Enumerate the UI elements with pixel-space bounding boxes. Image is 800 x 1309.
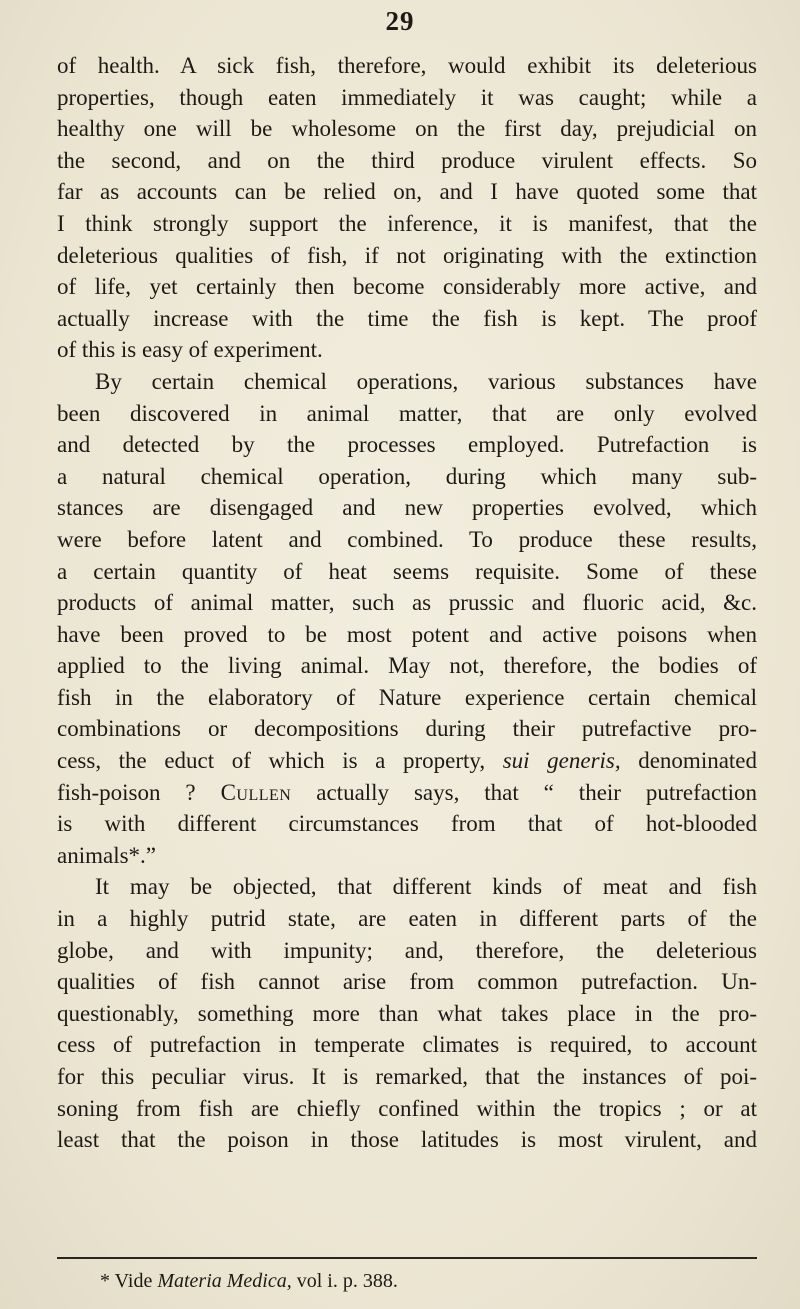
- text-line: fish in the elaboratory of Nature experience certain chemical: [57, 684, 757, 710]
- text-line: deleterious qualities of fish, if not originating with the extinction: [57, 242, 757, 268]
- text-line: soning from fish are chiefly confined within the tropics ; or at: [57, 1095, 757, 1121]
- text-line: far as accounts can be relied on, and I have quoted some that: [57, 179, 757, 205]
- text-line: for this peculiar virus. It is remarked, that the instances of poi-: [57, 1064, 757, 1089]
- text-line: of this is easy of experiment.: [57, 337, 323, 363]
- text-line: of life, yet certainly then become considerably more active, and: [57, 274, 757, 300]
- footnote-marker: *: [100, 1270, 110, 1292]
- text-line: healthy one will be wholesome on the first day, prejudicial on: [57, 116, 757, 142]
- text-line: applied to the living animal. May not, therefore, the bodies of: [57, 653, 757, 679]
- footnote-prefix: Vide: [114, 1270, 153, 1292]
- text-line: the second, and on the third produce virulent effects. So: [57, 147, 757, 173]
- text-line: been discovered in animal matter, that are only evolved: [57, 400, 757, 426]
- text-line: products of animal matter, such as prussic and fluoric acid, &c.: [57, 590, 757, 616]
- footnote-ref: vol i. p. 388.: [296, 1270, 398, 1292]
- text-line: in a highly putrid state, are eaten in different parts of the: [57, 906, 757, 932]
- text-line: qualities of fish cannot arise from common putrefaction. Un-: [57, 969, 757, 995]
- body-text: [57, 50, 757, 1156]
- text-run: denominated: [638, 748, 758, 774]
- author-name: Cullen: [220, 779, 292, 805]
- text-line: It may be objected, that different kinds of meat and fish: [95, 874, 757, 900]
- text-line: were before latent and combined. To produce these results,: [57, 526, 757, 552]
- text-run: fish-poison ?: [57, 779, 196, 805]
- text-line: and detected by the processes employed. Putrefaction is: [57, 432, 757, 458]
- footnote-title: Materia Medica,: [157, 1270, 292, 1292]
- text-line: a natural chemical operation, during which many sub-: [57, 463, 757, 489]
- text-run: actually says, that “ their putrefaction: [316, 779, 757, 805]
- text-line: animals*.”: [57, 842, 156, 868]
- footnote: [100, 1268, 750, 1294]
- text-line: least that the poison in those latitudes is most virulent, and: [57, 1127, 757, 1153]
- text-line-mixed: [57, 745, 757, 777]
- text-line-mixed: [57, 777, 757, 809]
- text-line: actually increase with the time the fish is kept. The proof: [57, 305, 757, 331]
- text-line: have been proved to be most potent and active poisons when: [57, 621, 757, 647]
- footnote-divider: [57, 1257, 757, 1259]
- text-line: a certain quantity of heat seems requisite. Some of these: [57, 558, 757, 584]
- italic-term: sui generis,: [502, 748, 621, 774]
- text-line: By certain chemical operations, various substances have: [95, 368, 757, 394]
- page-number: 29: [385, 6, 415, 36]
- text-line: questionably, something more than what takes place in the pro-: [57, 1000, 757, 1026]
- text-line: of health. A sick fish, therefore, would exhibit its deleterious: [57, 53, 757, 78]
- text-line: properties, though eaten immediately it was caught; while a: [57, 84, 757, 110]
- text-line: globe, and with impunity; and, therefore, the deleterious: [57, 937, 757, 963]
- text-line: I think strongly support the inference, it is manifest, that the: [57, 210, 757, 236]
- text-line: cess of putrefaction in temperate climates is required, to account: [57, 1032, 757, 1058]
- text-run: cess, the educt of which is a property,: [57, 748, 486, 774]
- text-line: is with different circumstances from that of hot-blooded: [57, 811, 757, 837]
- text-line: stances are disengaged and new properties evolved, which: [57, 495, 757, 521]
- text-line: combinations or decompositions during their putrefactive pro-: [57, 716, 757, 742]
